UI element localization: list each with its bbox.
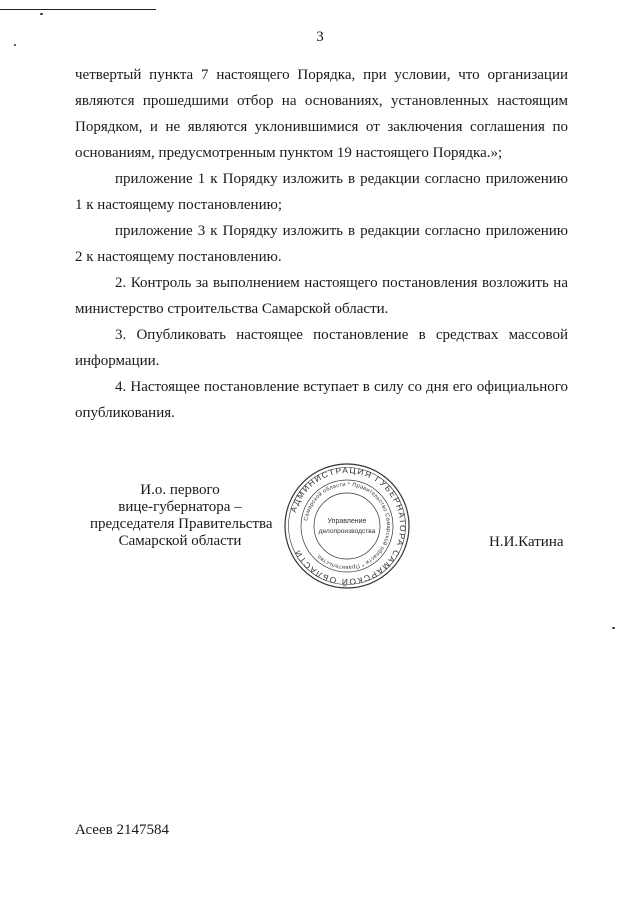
signatory-position: [90, 482, 273, 550]
official-seal: [283, 462, 411, 590]
signatory-position-line: председателя Правительства: [90, 516, 273, 532]
signatory-position-line: И.о. первого: [140, 482, 220, 498]
paragraph-item-4: 4. Настоящее постановление вступает в силу со дня его официального опубликования.: [75, 379, 568, 421]
paragraph-item-2: 2. Контроль за выполнением настоящего постановления возложить на министерство строительства Самарской области.: [75, 275, 568, 317]
seal-center-line: Управление: [327, 518, 367, 525]
page-number: 3: [316, 29, 324, 45]
paragraph-item-3: 3. Опубликовать настоящее постановление в средствах массовой информации.: [75, 327, 568, 369]
seal-center-line: делопроизводства: [318, 528, 376, 535]
seal-inner-text: Самарской области * Правительство Самарской области * Правительство: [303, 481, 392, 571]
paragraph-appendix-1: приложение 1 к Порядку изложить в редакции согласно приложению 1 к настоящему постановлению;: [75, 171, 568, 213]
document-body: [75, 62, 568, 426]
seal-outer-text: АДМИНИСТРАЦИЯ ГУБЕРНАТОРА САМАРСКОЙ ОБЛАСТИ: [287, 464, 409, 588]
signer-name: Н.И.Катина: [489, 534, 564, 550]
paragraph-appendix-3: приложение 3 к Порядку изложить в редакции согласно приложению 2 к настоящему постановлению.: [75, 223, 568, 265]
scan-speck: [40, 13, 43, 15]
paragraph-continuation: четвертый пункта 7 настоящего Порядка, при условии, что организации являются прошедшими отбор на основаниях, установленных настоящим Порядком, и не являются уклонившимися от заключения соглашения по основаниям, предусмотренным пунктом 19 настоящего Порядка.»;: [75, 67, 568, 161]
signatory-position-line: Самарской области: [118, 533, 242, 549]
scan-speck: [612, 627, 615, 629]
signatory-position-line: вице-губернатора –: [118, 499, 242, 515]
top-rule: [0, 9, 156, 10]
executor-note: Асеев 2147584: [75, 822, 169, 838]
